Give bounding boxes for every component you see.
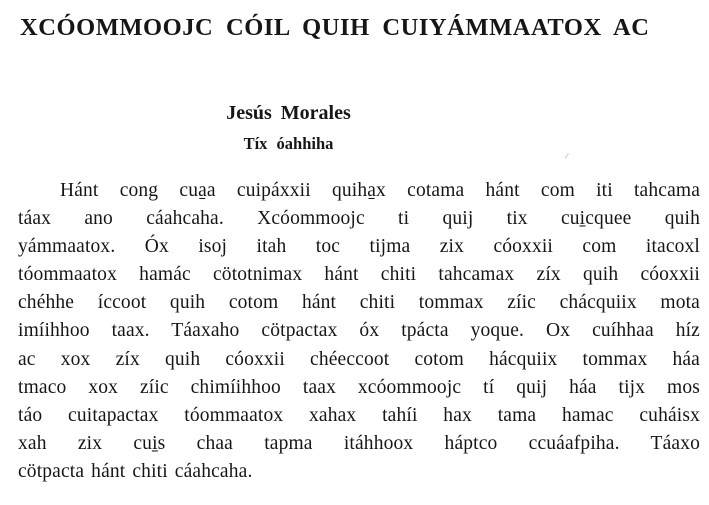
paragraph-line: ac xox zíx quih cóoxxii chéeccoot cotom hácquiix tommax háa <box>18 348 700 370</box>
paragraph-line: yámmaatox. Óx isoj itah toc tijma zix cóoxxii com itacoxl <box>18 236 700 258</box>
scan-speck <box>565 153 573 161</box>
paragraph-line: Hánt cong cua̱a cuipáxxii quiha̱x cotama hánt com iti tahcama <box>60 180 700 201</box>
author-name: Jesús Morales <box>226 102 351 124</box>
paragraph-line: chéhhe íccoot quih cotom hánt chiti tommax zíic chácquiix mota <box>18 292 700 314</box>
paragraph-line: cötpacta hánt chiti cáahcaha. <box>18 460 253 482</box>
body-paragraph <box>18 177 700 486</box>
paragraph-line: táax ano cáahcaha. Xcóommoojc ti quij tix cui̱cquee quih <box>18 208 700 230</box>
author-subtitle: Tíx óahhiha <box>243 134 334 153</box>
paragraph-line: imíihhoo taax. Táaxaho cötpactax óx tpácta yoque. Ox cuíhhaa híz <box>18 320 700 342</box>
document-title: XCÓOMMOOJC CÓIL QUIH CUIYÁMMAATOX AC <box>20 14 650 41</box>
paragraph-line: xah zix cui̱s chaa tapma itáhhoox háptco ccuáafpiha. Táaxo <box>18 432 700 454</box>
paragraph-line: tóommaatox hamác cötotnimax hánt chiti tahcamax zíx quih cóoxxii <box>18 264 700 286</box>
paragraph-line: tmaco xox zíic chimíihhoo taax xcóommoojc tí quij háa tijx mos <box>18 376 700 398</box>
paragraph-line: táo cuitapactax tóommaatox xahax tahíi hax tama hamac cuháisx <box>18 404 700 426</box>
